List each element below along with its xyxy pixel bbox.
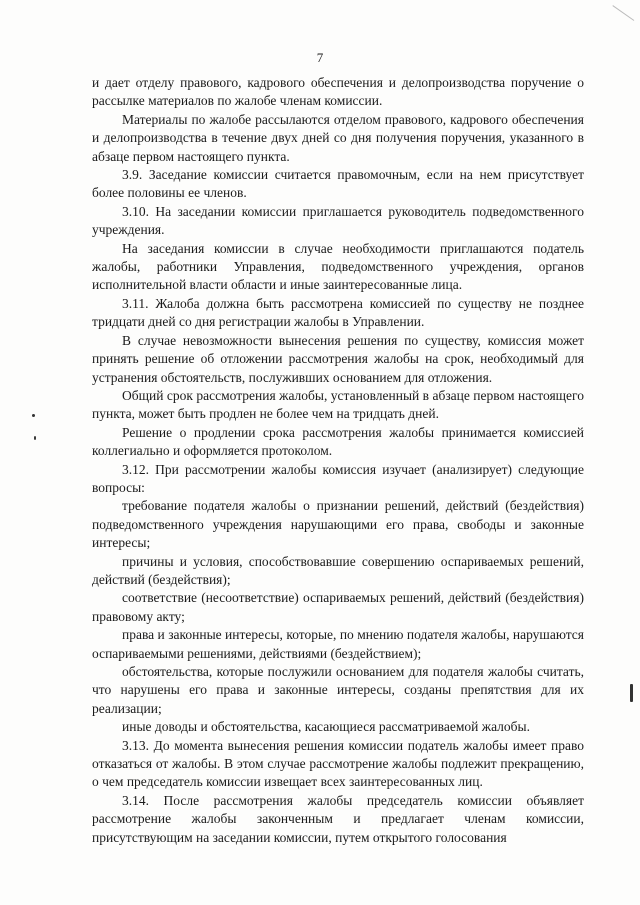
document-paragraph: 3.9. Заседание комиссии считается правомочным, если на нем присутствует более половины ее членов.	[92, 167, 584, 201]
document-paragraph: 3.13. До момента вынесения решения комиссии податель жалобы имеет право отказаться от жалобы. В этом случае рассмотрение жалобы подлежит прекращению, о чем председатель комиссии извещает всех заинтересованных лиц.	[92, 737, 584, 790]
scan-speck	[34, 436, 36, 440]
page-number: 7	[316, 50, 324, 65]
document-paragraph: Общий срок рассмотрения жалобы, установленный в абзаце первом настоящего пункта, может быть продлен не более чем на тридцать дней.	[92, 387, 584, 422]
document-paragraph: обстоятельства, которые послужили основанием для подателя жалобы считать, что нарушены его права и законные интересы, созданы препятствия для их реализации;	[92, 664, 584, 716]
document-paragraph: 3.12. При рассмотрении жалобы комиссия изучает (анализирует) следующие вопросы:	[92, 461, 584, 495]
document-paragraph: Решение о продлении срока рассмотрения жалобы принимается комиссией коллегиально и оформляется протоколом.	[92, 424, 584, 459]
document-body	[92, 74, 584, 847]
scan-speck	[32, 414, 35, 417]
document-paragraph: иные доводы и обстоятельства, касающиеся рассматриваемой жалобы.	[122, 719, 530, 735]
document-paragraph: права и законные интересы, которые, по мнению подателя жалобы, нарушаются оспариваемыми решениями, действиями (бездействием);	[92, 627, 584, 661]
document-paragraph: 3.10. На заседании комиссии приглашается руководитель подведомственного учреждения.	[92, 203, 584, 238]
document-paragraph: 3.14. После рассмотрения жалобы председатель комиссии объявляет рассмотрение жалобы законченным и предлагает членам комиссии, присутствующим на заседании комиссии, путем открытого голосования	[92, 792, 584, 845]
scan-artifact-line	[612, 5, 634, 21]
scan-speck	[630, 684, 633, 702]
document-paragraph: 3.11. Жалоба должна быть рассмотрена комиссией по существу не позднее тридцати дней со дня регистрации жалобы в Управлении.	[92, 295, 584, 330]
document-paragraph: В случае невозможности вынесения решения по существу, комиссия может принять решение об отложении рассмотрения жалобы на срок, необходимый для устранения обстоятельств, послуживших основанием для отложения.	[92, 332, 584, 385]
document-paragraph: требование подателя жалобы о признании решений, действий (бездействия) подведомственного учреждения нарушающими его права, свободы и законные интересы;	[92, 498, 584, 551]
document-paragraph: На заседания комиссии в случае необходимости приглашаются податель жалобы, работники Управления, подведомственного учреждения, органов исполнительной власти области и иные заинтересованные лица.	[92, 240, 584, 293]
document-paragraph: соответствие (несоответствие) оспариваемых решений, действий (бездействия) правовому акту;	[92, 590, 584, 624]
document-paragraph: Материалы по жалобе рассылаются отделом правового, кадрового обеспечения и делопроизводства в течение двух дней со дня получения поручения, указанного в абзаце первом настоящего пункта.	[92, 111, 584, 164]
document-paragraph: причины и условия, способствовавшие совершению оспариваемых решений, действий (бездействия);	[92, 553, 584, 587]
document-paragraph: и дает отделу правового, кадрового обеспечения и делопроизводства поручение о рассылке материалов по жалобе членам комиссии.	[92, 75, 584, 109]
